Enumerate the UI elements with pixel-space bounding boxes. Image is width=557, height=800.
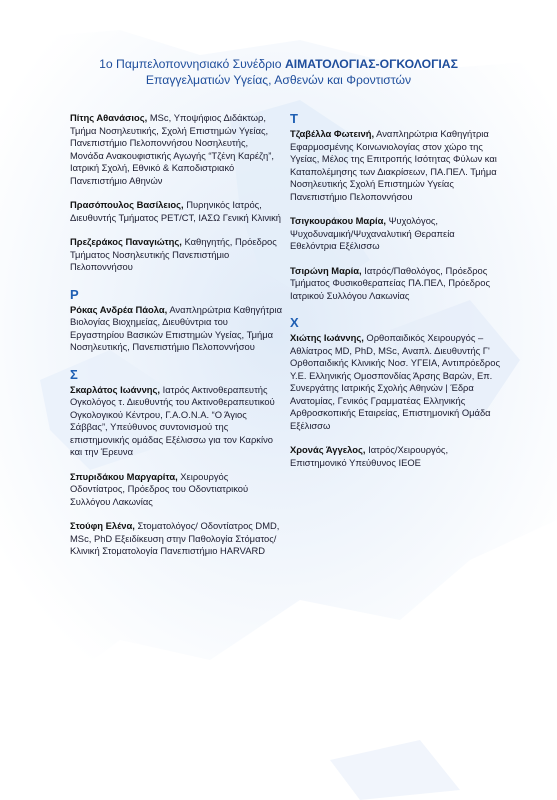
section-letter: Ρ [70, 286, 79, 302]
right-column [290, 112, 502, 469]
left-column [70, 112, 282, 558]
speaker-description: Καθηγητής, Πρόεδρος Τμήματος Νοσηλευτικής Πανεπιστήμιο Πελοποννήσου [70, 236, 277, 272]
header-line-1-prefix: 1ο Παμπελοποννησιακό Συνέδριο [99, 57, 285, 71]
section-letter: Χ [290, 315, 299, 330]
section-letter: Τ [290, 111, 298, 126]
speaker-name: Χιώτης Ιωάννης, [290, 332, 364, 343]
speaker-description: MSc, Υποψήφιος Διδάκτωρ, Τμήμα Νοσηλευτικής, Σχολή Επιστημών Υγείας, Πανεπιστήμιο Πελοποννήσου Νοσηλευτής, Μονάδα Ανακουφιστικής Αγωγής “Τζένη Καρέζη”, Ιατρική Σχολή, Εθνικό & Καποδιστριακό Πανεπιστήμιο Αθηνών [70, 112, 274, 186]
speaker-description: Ψυχολόγος, Ψυχοδυναμική/Ψυχαναλυτική Θεραπεία Εθελόντρια Εξέλισσω [290, 215, 455, 251]
speaker-name: Πρασόπουλος Βασίλειος, [70, 199, 184, 210]
document-header [0, 56, 557, 88]
speaker-description: Αναπληρώτρια Καθηγήτρια Εφαρμοσμένης Κοινωνιολογίας στον χώρο της Υγείας, Μέλος της Επιτροπής Ισότητας Φύλων και Καταπολέμησης των Διακρίσεων, ΠΑ.ΠΕΛ. Τμήμα Νοσηλευτικής Σχολή Επιστημών Υγείας Πανεπιστήμιο Πελοποννήσου [290, 128, 497, 202]
speaker-name: Σκαρλάτος Ιωάννης, [70, 383, 161, 395]
speaker-description: Ιατρός/Χειρουργός, Επιστημονικό Υπεύθυνος ΙΕΟΕ [290, 444, 449, 468]
speaker-name: Πρεζεράκος Παναγιώτης, [70, 236, 182, 247]
section-letter: Σ [70, 366, 78, 382]
speaker-name: Σπυριδάκου Μαργαρίτα, [70, 470, 178, 482]
speaker-description: Ορθοπαιδικός Χειρουργός – Αθλίατρος MD, PhD, MSc, Αναπλ. Διευθυντής Γ' Ορθοπαιδικής Κλινικής Νοσ. ΥΓΕΙΑ, Αντιπρόεδρος Υ.Ε. Ελληνικής Ομοσπονδίας Άρσης Βαρών, Επ. Συνεργάτης Ιατρικής Σχολής Αθηνών | Έδρα Ανατομίας, Γενικός Γραμματέας Ελληνικής Αρθροσκοπικής Εταιρείας, Επιστημονική Ομάδα Εξέλισσω [290, 332, 500, 431]
speaker-description: Στοματολόγος/ Οδοντίατρος DMD, MSc, PhD Εξειδίκευση στην Παθολογία Στόματος/ Κλινική Στοματολογία Πανεπιστήμιο HARVARD [70, 520, 280, 556]
header-line-1 [0, 56, 557, 72]
speaker-entry [290, 128, 502, 203]
speaker-entry [290, 444, 502, 469]
speaker-entry [70, 236, 282, 274]
speaker-name: Τζαβέλλα Φωτεινή, [290, 128, 375, 139]
header-line-2: Επαγγελματιών Υγείας, Ασθενών και Φροντιστών [145, 73, 412, 87]
speaker-name: Τσιρώνη Μαρία, [290, 264, 362, 276]
speaker-name: Πίτης Αθανάσιος, [70, 112, 148, 123]
speaker-entry [70, 199, 282, 224]
speaker-name: Στούφη Ελένα, [70, 520, 135, 531]
speaker-entry [290, 215, 502, 253]
speaker-name: Τσιγκουράκου Μαρία, [290, 215, 386, 226]
speaker-name: Ρόκας Ανδρέα Πάολα, [70, 303, 168, 315]
speaker-description: Ιατρός/Παθολόγος, Πρόεδρος Τμήματος Φυσικοθεραπείας ΠΑ.ΠΕΛ, Πρόεδρος Ιατρικού Συλλόγου Λακωνίας [290, 264, 490, 301]
speaker-description: Χειρουργός Οδοντίατρος, Πρόεδρος του Οδοντιατρικού Συλλόγου Λακωνίας [70, 470, 249, 507]
speaker-entry [70, 520, 282, 558]
speaker-description: Πυρηνικός Ιατρός, Διευθυντής Τμήματος PET/CT, ΙΑΣΩ Γενική Κλινική [70, 199, 282, 223]
speaker-name: Χρονάς Άγγελος, [290, 444, 366, 455]
speaker-entry [70, 471, 282, 509]
speaker-description: Αναπληρώτρια Καθηγήτρια Βιολογίας Βιοχημείας, Διευθύντρια του Εργαστηρίου Βασικών Επιστημών Υγείας, Τμήμα Νοσηλευτικής, Πανεπιστήμιο Πελοποννήσου [70, 303, 282, 352]
speaker-entry [70, 112, 282, 187]
speaker-entry [290, 332, 502, 432]
speaker-entry [290, 265, 502, 303]
header-line-1-topic: ΑΙΜΑΤΟΛΟΓΙΑΣ-ΟΓΚΟΛΟΓΙΑΣ [284, 57, 458, 71]
speaker-entry [70, 304, 282, 354]
speaker-entry [70, 384, 282, 459]
speaker-description: Ιατρός Ακτινοθεραπευτής Ογκολόγος τ. Διευθυντής του Ακτινοθεραπευτικού Ογκολογικού Κέντρου, Γ.Α.Ο.Ν.Α. “Ο Άγιος Σάββας”, Υπεύθυνος συντονισμού της επιστημονικής ομάδας Εξέλισσω για τον Καρκίνο και την Έρευνα [70, 383, 275, 457]
